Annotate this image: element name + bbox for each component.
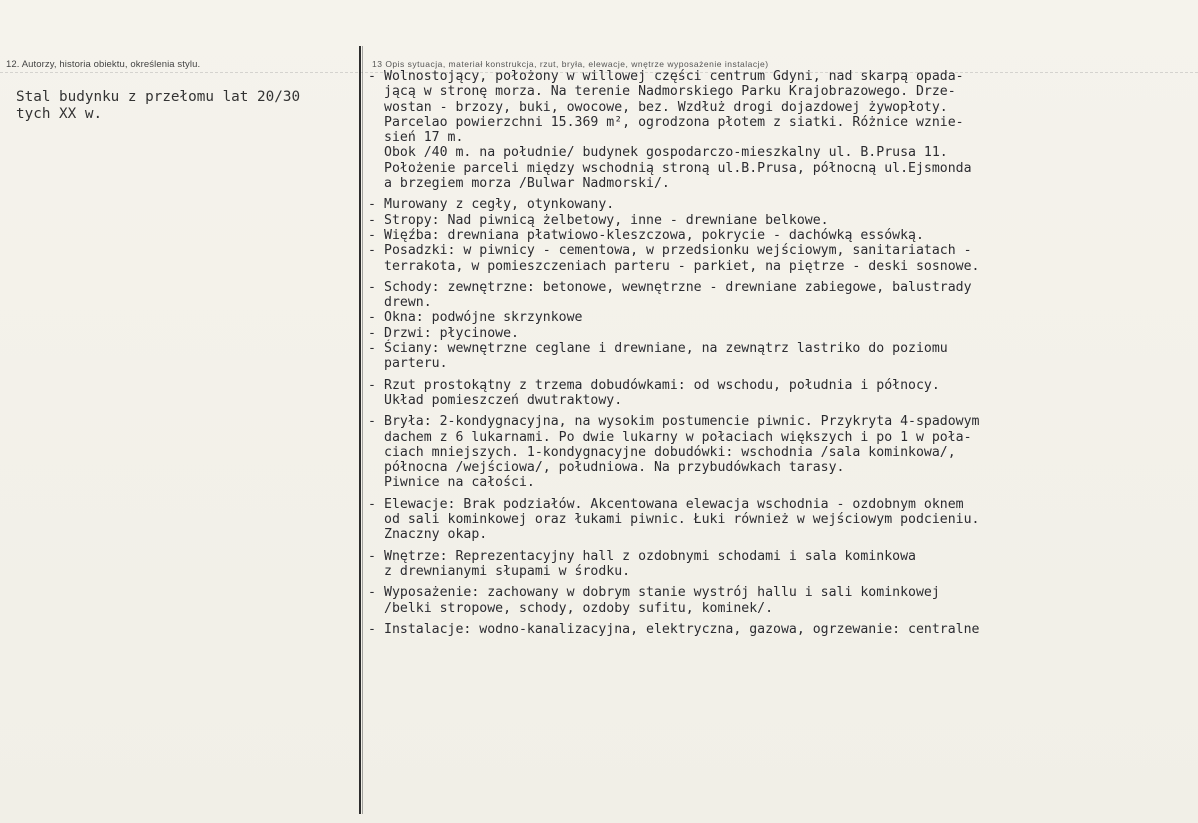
item-line: ciach mniejszych. 1-kondygnacyjne dobudówki: wschodnia /sala kominkowa/, <box>384 444 956 460</box>
item-line: Bryła: 2-kondygnacyjna, na wysokim postumencie piwnic. Przykryta 4-spadowym <box>384 414 980 430</box>
item-line: Wyposażenie: zachowany w dobrym stanie wystrój hallu i sali kominkowej <box>384 585 940 601</box>
bullet-dash: - <box>368 585 376 601</box>
bullet-dash: - <box>368 414 376 430</box>
item-line: Posadzki: w piwnicy - cementowa, w przedsionku wejściowym, sanitariatach - <box>384 243 972 259</box>
bullet-dash: - <box>368 243 376 259</box>
item-line: Obok /40 m. na południe/ budynek gospodarczo-mieszkalny ul. B.Prusa 11. <box>384 145 948 161</box>
style-description: Stal budynku z przełomu lat 20/30 tych XX w. <box>16 89 301 122</box>
bullet-dash: - <box>368 621 376 637</box>
item-line: Murowany z cegły, otynkowany. <box>384 197 615 213</box>
item-line: Wolnostojący, położony w willowej części centrum Gdyni, nad skarpą opada- <box>384 69 964 84</box>
item-line: Parcelao powierzchni 15.369 m², ogrodzona płotem z siatki. Różnice wznie- <box>384 114 964 130</box>
description-item-furnishings <box>368 585 1196 600</box>
description-item-elevations <box>368 497 1196 512</box>
description-item-interior <box>368 549 1196 564</box>
item-line: od sali kominkowej oraz łukami piwnic. Łuki również w wejściowym podcieniu. <box>384 512 980 528</box>
description-item-roof-truss <box>368 228 1196 243</box>
description-item-location <box>368 69 1196 84</box>
bullet-dash: - <box>368 279 376 295</box>
item-line: Schody: zewnętrzne: betonowe, wewnętrzne - drewniane zabiegowe, balustrady <box>384 279 972 295</box>
description-item-installations <box>368 622 1196 637</box>
item-line: Elewacje: Brak podziałów. Akcentowana elewacja wschodnia - ozdobnym oknem <box>384 496 964 512</box>
item-line: Więźba: drewniana płatwiowo-kleszczowa, pokrycie - dachówką essówką. <box>384 227 924 243</box>
bullet-dash: - <box>368 197 376 213</box>
item-line: Położenie parceli między wschodnią stroną ul.B.Prusa, północną ul.Ejsmonda <box>384 160 972 176</box>
item-line: a brzegiem morza /Bulwar Nadmorski/. <box>384 176 670 192</box>
item-line: Piwnice na całości. <box>384 475 535 491</box>
item-line: Rzut prostokątny z trzema dobudówkami: od wschodu, południa i północy. <box>384 377 940 393</box>
column-divider-shadow <box>362 46 363 814</box>
item-line: wostan - brzozy, buki, owocowe, bez. Wzdłuż drogi dojazdowej żywopłoty. <box>384 99 948 115</box>
item-line: jącą w stronę morza. Na terenie Nadmorskiego Parku Krajobrazowego. Drze- <box>384 84 956 100</box>
description-body <box>368 69 1196 637</box>
description-item-stairs <box>368 280 1196 295</box>
description-item-construction <box>368 197 1196 212</box>
item-line: drewn. <box>384 295 432 311</box>
item-line: Układ pomieszczeń dwutraktowy. <box>384 392 623 408</box>
description-item-massing <box>368 414 1196 429</box>
item-line: parteru. <box>384 356 448 372</box>
bullet-dash: - <box>368 227 376 243</box>
section-13-heading: 13 Opis sytuacja, materiał konstrukcja, rzut, bryła, elewacje, wnętrze wyposażenie instalacje) <box>372 59 769 69</box>
item-line: Wnętrze: Reprezentacyjny hall z ozdobnymi schodami i sala kominkowa <box>384 548 916 564</box>
description-item-doors <box>368 326 1196 341</box>
bullet-dash: - <box>368 310 376 326</box>
bullet-dash: - <box>368 325 376 341</box>
bullet-dash: - <box>368 212 376 228</box>
description-item-windows <box>368 310 1196 325</box>
item-line: Ściany: wewnętrzne ceglane i drewniane, na zewnątrz lastriko do poziomu <box>384 341 948 357</box>
item-line: dachem z 6 lukarnami. Po dwie lukarny w połaciach większych i po 1 w poła- <box>384 429 972 445</box>
column-divider <box>359 46 361 814</box>
item-line: północna /wejściowa/, południowa. Na przybudówkach tarasy. <box>384 460 845 476</box>
description-item-floors <box>368 243 1196 258</box>
item-line: Drzwi: płycinowe. <box>384 325 519 341</box>
item-line: Znaczny okap. <box>384 527 488 543</box>
description-item-plan <box>368 378 1196 393</box>
bullet-dash: - <box>368 377 376 393</box>
item-line: Okna: podwójne skrzynkowe <box>384 310 583 326</box>
item-line: terrakota, w pomieszczeniach parteru - parkiet, na piętrze - deski sosnowe. <box>384 258 980 274</box>
item-line: Instalacje: wodno-kanalizacyjna, elektryczna, gazowa, ogrzewanie: centralne <box>384 621 980 637</box>
description-item-walls <box>368 341 1196 356</box>
item-line: z drewnianymi słupami w środku. <box>384 563 631 579</box>
description-item-ceilings <box>368 213 1196 228</box>
item-line: sień 17 m. <box>384 130 464 146</box>
bullet-dash: - <box>368 548 376 564</box>
item-line: Stropy: Nad piwnicą żelbetowy, inne - drewniane belkowe. <box>384 212 829 228</box>
bullet-dash: - <box>368 341 376 357</box>
bullet-dash: - <box>368 496 376 512</box>
section-12-heading: 12. Autorzy, historia obiektu, określenia stylu. <box>6 59 201 70</box>
item-line: /belki stropowe, schody, ozdoby sufitu, kominek/. <box>384 600 774 616</box>
bullet-dash: - <box>368 69 376 84</box>
